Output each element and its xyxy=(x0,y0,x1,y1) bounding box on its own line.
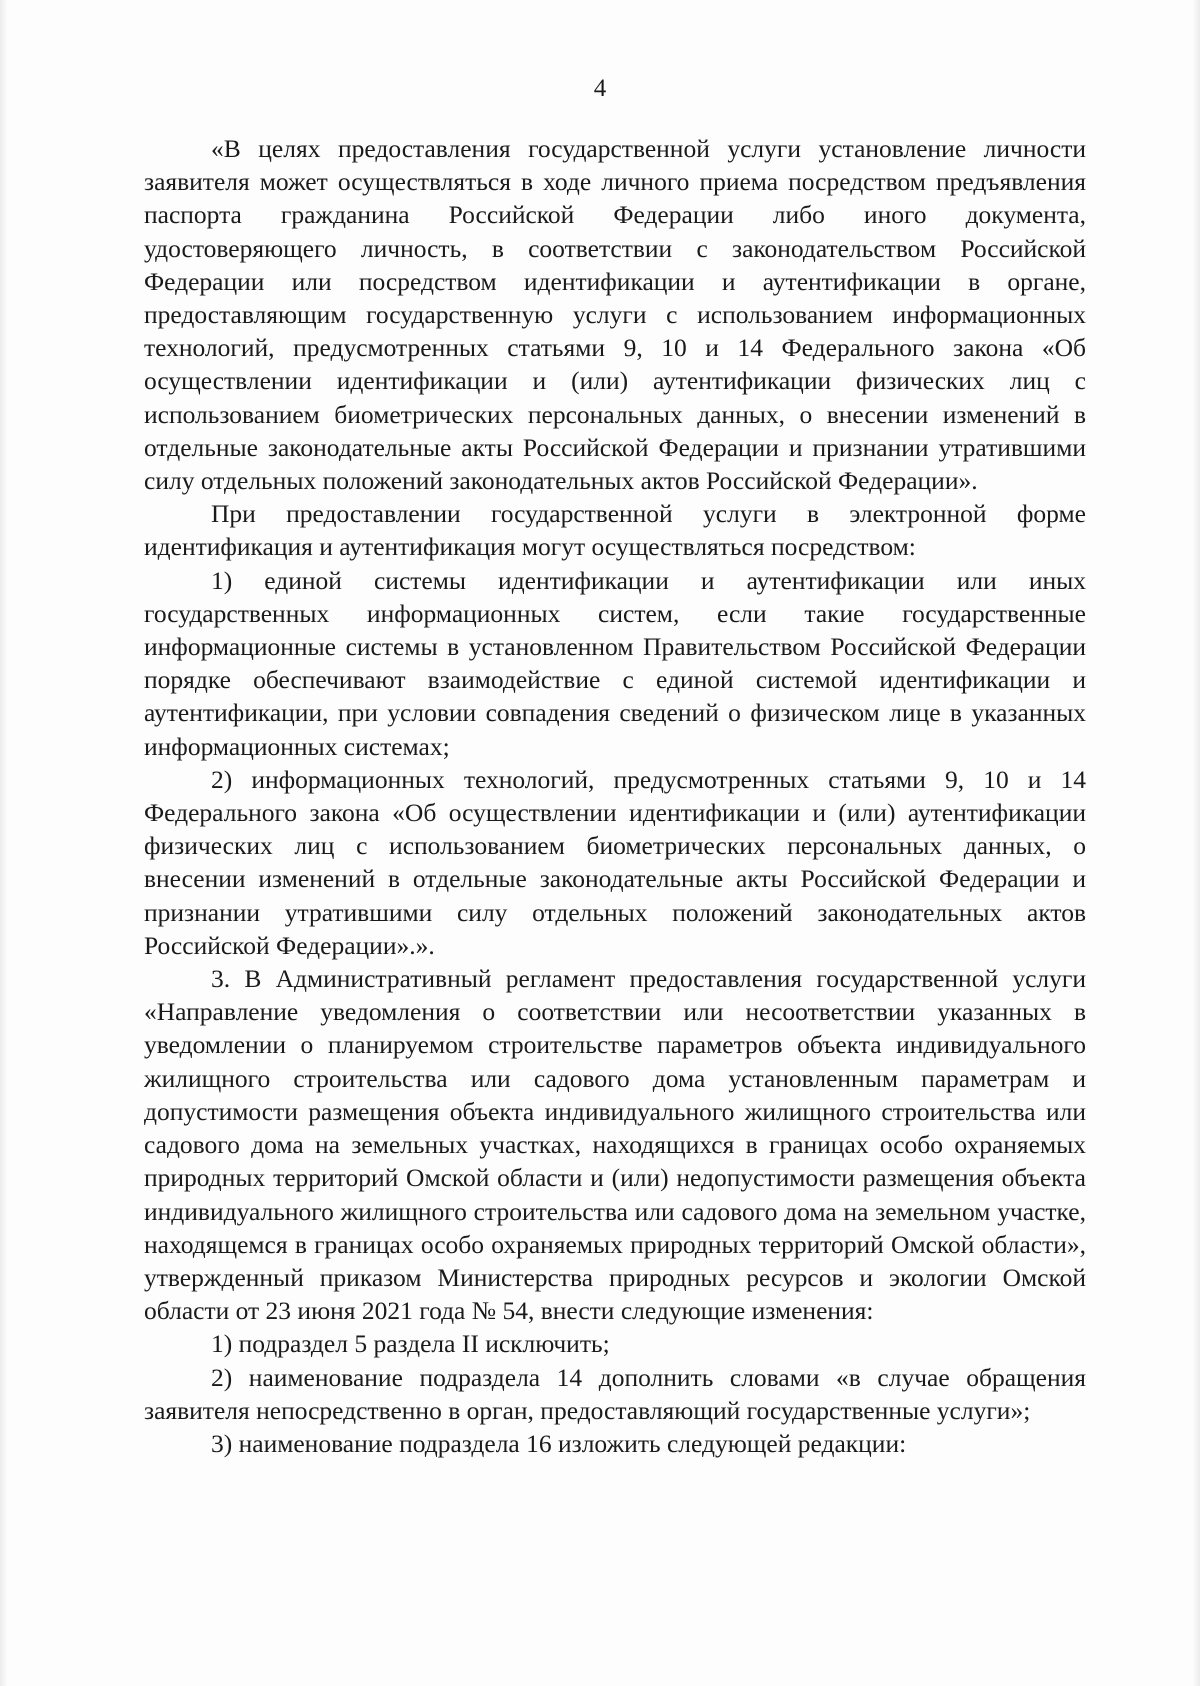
page-edge-left xyxy=(0,0,8,1686)
paragraph-item-2-biometric: 2) информационных технологий, предусмотренных статьями 9, 10 и 14 Федерального закона «Об осуществлении идентификации и (или) аутентификации физических лиц с использованием биометрических персональных данных, о внесении изменений в отдельные законодательные акты Российской Федерации и признании утратившими силу отдельных положений законодательных актов Российской Федерации».». xyxy=(144,764,1086,960)
paragraph-section-3-regulation: 3. В Административный регламент предоставления государственной услуги «Направление уведомления о соответствии или несоответствии указанных в уведомлении о планируемом строительстве параметров объекта индивидуального жилищного строительства или садового дома установленным параметрам и допустимости размещения объекта индивидуального жилищного строительства или садового дома на земельных участках, находящихся в границах особо охраняемых природных территорий Омской области и (или) недопустимости размещения объекта индивидуального жилищного строительства или садового дома на земельном участке, находящемся в границах особо охраняемых природных территорий Омской области», утвержденный приказом Министерства природных ресурсов и экологии Омской области от 23 июня 2021 года № 54, внести следующие изменения: xyxy=(144,964,1086,1326)
page-number: 4 xyxy=(593,75,607,102)
paragraph-change-1: 1) подраздел 5 раздела II исключить; xyxy=(211,1329,610,1359)
document-body xyxy=(144,132,1086,1460)
paragraph-change-3: 3) наименование подраздела 16 изложить следующей редакции: xyxy=(211,1428,907,1458)
paragraph-identification-personal: «В целях предоставления государственной услуги установление личности заявителя может осуществляться в ходе личного приема посредством предъявления паспорта гражданина Российской Федерации либо иного документа, удостоверяющего личность, в соответствии с законодательством Российской Федерации или посредством идентификации и аутентификации в органе, предоставляющим государственную услуги с использованием информационных технологий, предусмотренных статьями 9, 10 и 14 Федерального закона «Об осуществлении идентификации и (или) аутентификации физических лиц с использованием биометрических персональных данных, о внесении изменений в отдельные законодательные акты Российской Федерации и признании утратившими силу отдельных положений законодательных актов Российской Федерации». xyxy=(144,134,1086,496)
page-edge-right xyxy=(1192,0,1200,1686)
paragraph-item-1-esia: 1) единой системы идентификации и аутентификации или иных государственных информационных систем, если такие государственные информационные системы в установленном Правительством Российской Федерации порядке обеспечивают взаимодействие с единой системой идентификации и аутентификации, при условии совпадения сведений о физическом лице в указанных информационных системах; xyxy=(144,565,1086,761)
paragraph-change-2: 2) наименование подраздела 14 дополнить словами «в случае обращения заявителя непосредственно в орган, предоставляющий государственные услуги»; xyxy=(144,1362,1086,1425)
paragraph-electronic-form: При предоставлении государственной услуги в электронной форме идентификация и аутентификация могут осуществляться посредством: xyxy=(144,499,1086,562)
